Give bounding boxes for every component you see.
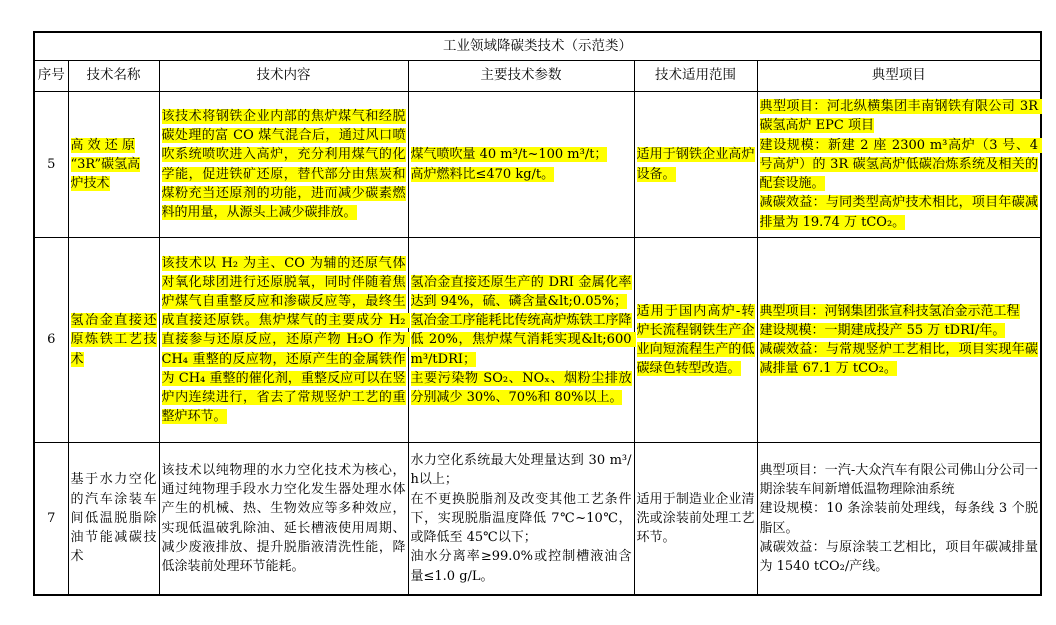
tech-scope-text: 适用于钢铁企业高炉设备。 <box>636 147 755 182</box>
tech-table <box>33 31 1042 596</box>
tech-scope <box>634 238 757 443</box>
tech-params-text: 氢冶金直接还原生产的 DRI 金属化率达到 94%，硫、磷含量&lt;0.05%； 氢冶金工序能耗比传统高炉炼铁工序降低 20%，焦炉煤气消耗实现&lt;600 m³/tDRI； 主要污染物 SO₂、NOₓ、烟粉尘排放分别减少 30%、70%和 80%以上。 <box>411 275 636 405</box>
typical-project-text: 典型项目：河钢集团张宣科技氢冶金示范工程 建设规模：一期建成投产 55 万 tDRI/年。 减碳效益：与常规竖炉工艺相比，项目实现年碳减排量 67.1 万 tCO₂。 <box>759 303 1038 377</box>
table-header-row <box>34 61 1041 92</box>
header-params: 主要技术参数 <box>408 61 634 92</box>
tech-content: 该技术以纯物理的水力空化技术为核心，通过纯物理手段水力空化发生器处理水体产生的机械、热、生物效应等多种效应，实现低温破乳除油、延长槽液使用周期、减少废液排放、提升脱脂液清洗性能，降低涂装前处理环节能耗。 <box>159 443 408 596</box>
tech-name: 基于水力空化的汽车涂装车间低温脱脂除油节能减碳技术 <box>68 443 159 596</box>
row-number: 7 <box>34 443 68 596</box>
tech-params <box>408 238 634 443</box>
tech-name-text: 高 效 还 原 “3R”碳氢高 炉技术 <box>70 137 141 192</box>
tech-name <box>68 92 159 238</box>
header-name: 技术名称 <box>68 61 159 92</box>
tech-params-text: 煤气喷吹量 40 m³/t~100 m³/t； 高炉燃料比≤470 kg/t。 <box>410 147 608 182</box>
typical-project <box>757 238 1041 443</box>
tech-name <box>68 238 159 443</box>
row-number: 6 <box>34 238 68 443</box>
row-number: 5 <box>34 92 68 238</box>
table-title-row <box>34 32 1041 61</box>
typical-project-text: 典型项目：河北纵横集团丰南钢铁有限公司 3R 碳氢高炉 EPC 项目 建设规模：新建 2 座 2300 m³高炉（3 号、4 号高炉）的 3R 碳氢高炉低碳冶炼系统及相关的配套设施。 减碳效益：与同类型高炉技术相比，项目年碳减排量为 19.74 万 tCO₂。 <box>760 99 1043 229</box>
table-row <box>34 443 1041 596</box>
tech-content-text: 该技术将钢铁企业内部的焦炉煤气和经脱碳处理的富 CO 煤气混合后，通过风口喷吹系统喷吹进入高炉，充分利用煤气的化学能，促进铁矿还原，替代部分由焦炭和煤粉充当还原剂的功能，进而减少碳素燃料的用量，从源头上减少碳排放。 <box>161 108 406 220</box>
tech-content <box>159 92 408 238</box>
tech-content-text: 该技术以 H₂ 为主、CO 为辅的还原气体对氧化球团进行还原脱氧，同时伴随着焦炉煤气自重整反应和渗碳反应等，最终生成直接还原铁。焦炉煤气的主要成分 H₂ 直接参与还原反应，还原产物 H₂O 作为 CH₄ 重整的反应物，还原产生的金属铁作为 CH₄ 重整的催化剂，重整反应可以在竖炉内连续进行，省去了常规竖炉工艺的重整炉环节。 <box>161 255 410 425</box>
typical-project: 典型项目：一汽-大众汽车有限公司佛山分公司一期涂装车间新增低温物理除油系统 建设规模：10 条涂装前处理线，每条线 3 个脱脂区。 减碳效益：与原涂装工艺相比，项目年碳减排量为 1540 tCO₂/产线。 <box>757 443 1041 596</box>
tech-params <box>408 92 634 238</box>
tech-scope: 适用于制造业企业清洗或涂装前处理工艺环节。 <box>634 443 757 596</box>
header-content: 技术内容 <box>159 61 408 92</box>
header-scope: 技术适用范围 <box>634 61 757 92</box>
tech-scope <box>634 92 757 238</box>
header-project: 典型项目 <box>757 61 1041 92</box>
tech-scope-text: 适用于国内高炉-转炉长流程钢铁生产企业向短流程生产的低碳绿色转型改造。 <box>636 303 755 377</box>
tech-content <box>159 238 408 443</box>
header-no: 序号 <box>34 61 68 92</box>
tech-name-text: 氢冶金直接还原炼铁工艺技术 <box>70 313 157 367</box>
typical-project <box>757 92 1041 238</box>
tech-params: 水力空化系统最大处理量达到 30 m³/h以上； 在不更换脱脂剂及改变其他工艺条件下，实现脱脂温度降低 7℃~10℃，或降低至 45℃以下； 油水分离率≥99.0%或控制槽液油含量≤1.0 g/L。 <box>408 443 634 596</box>
table-title: 工业领域降碳类技术（示范类） <box>34 32 1041 61</box>
table-row <box>34 238 1041 443</box>
table-row <box>34 92 1041 238</box>
